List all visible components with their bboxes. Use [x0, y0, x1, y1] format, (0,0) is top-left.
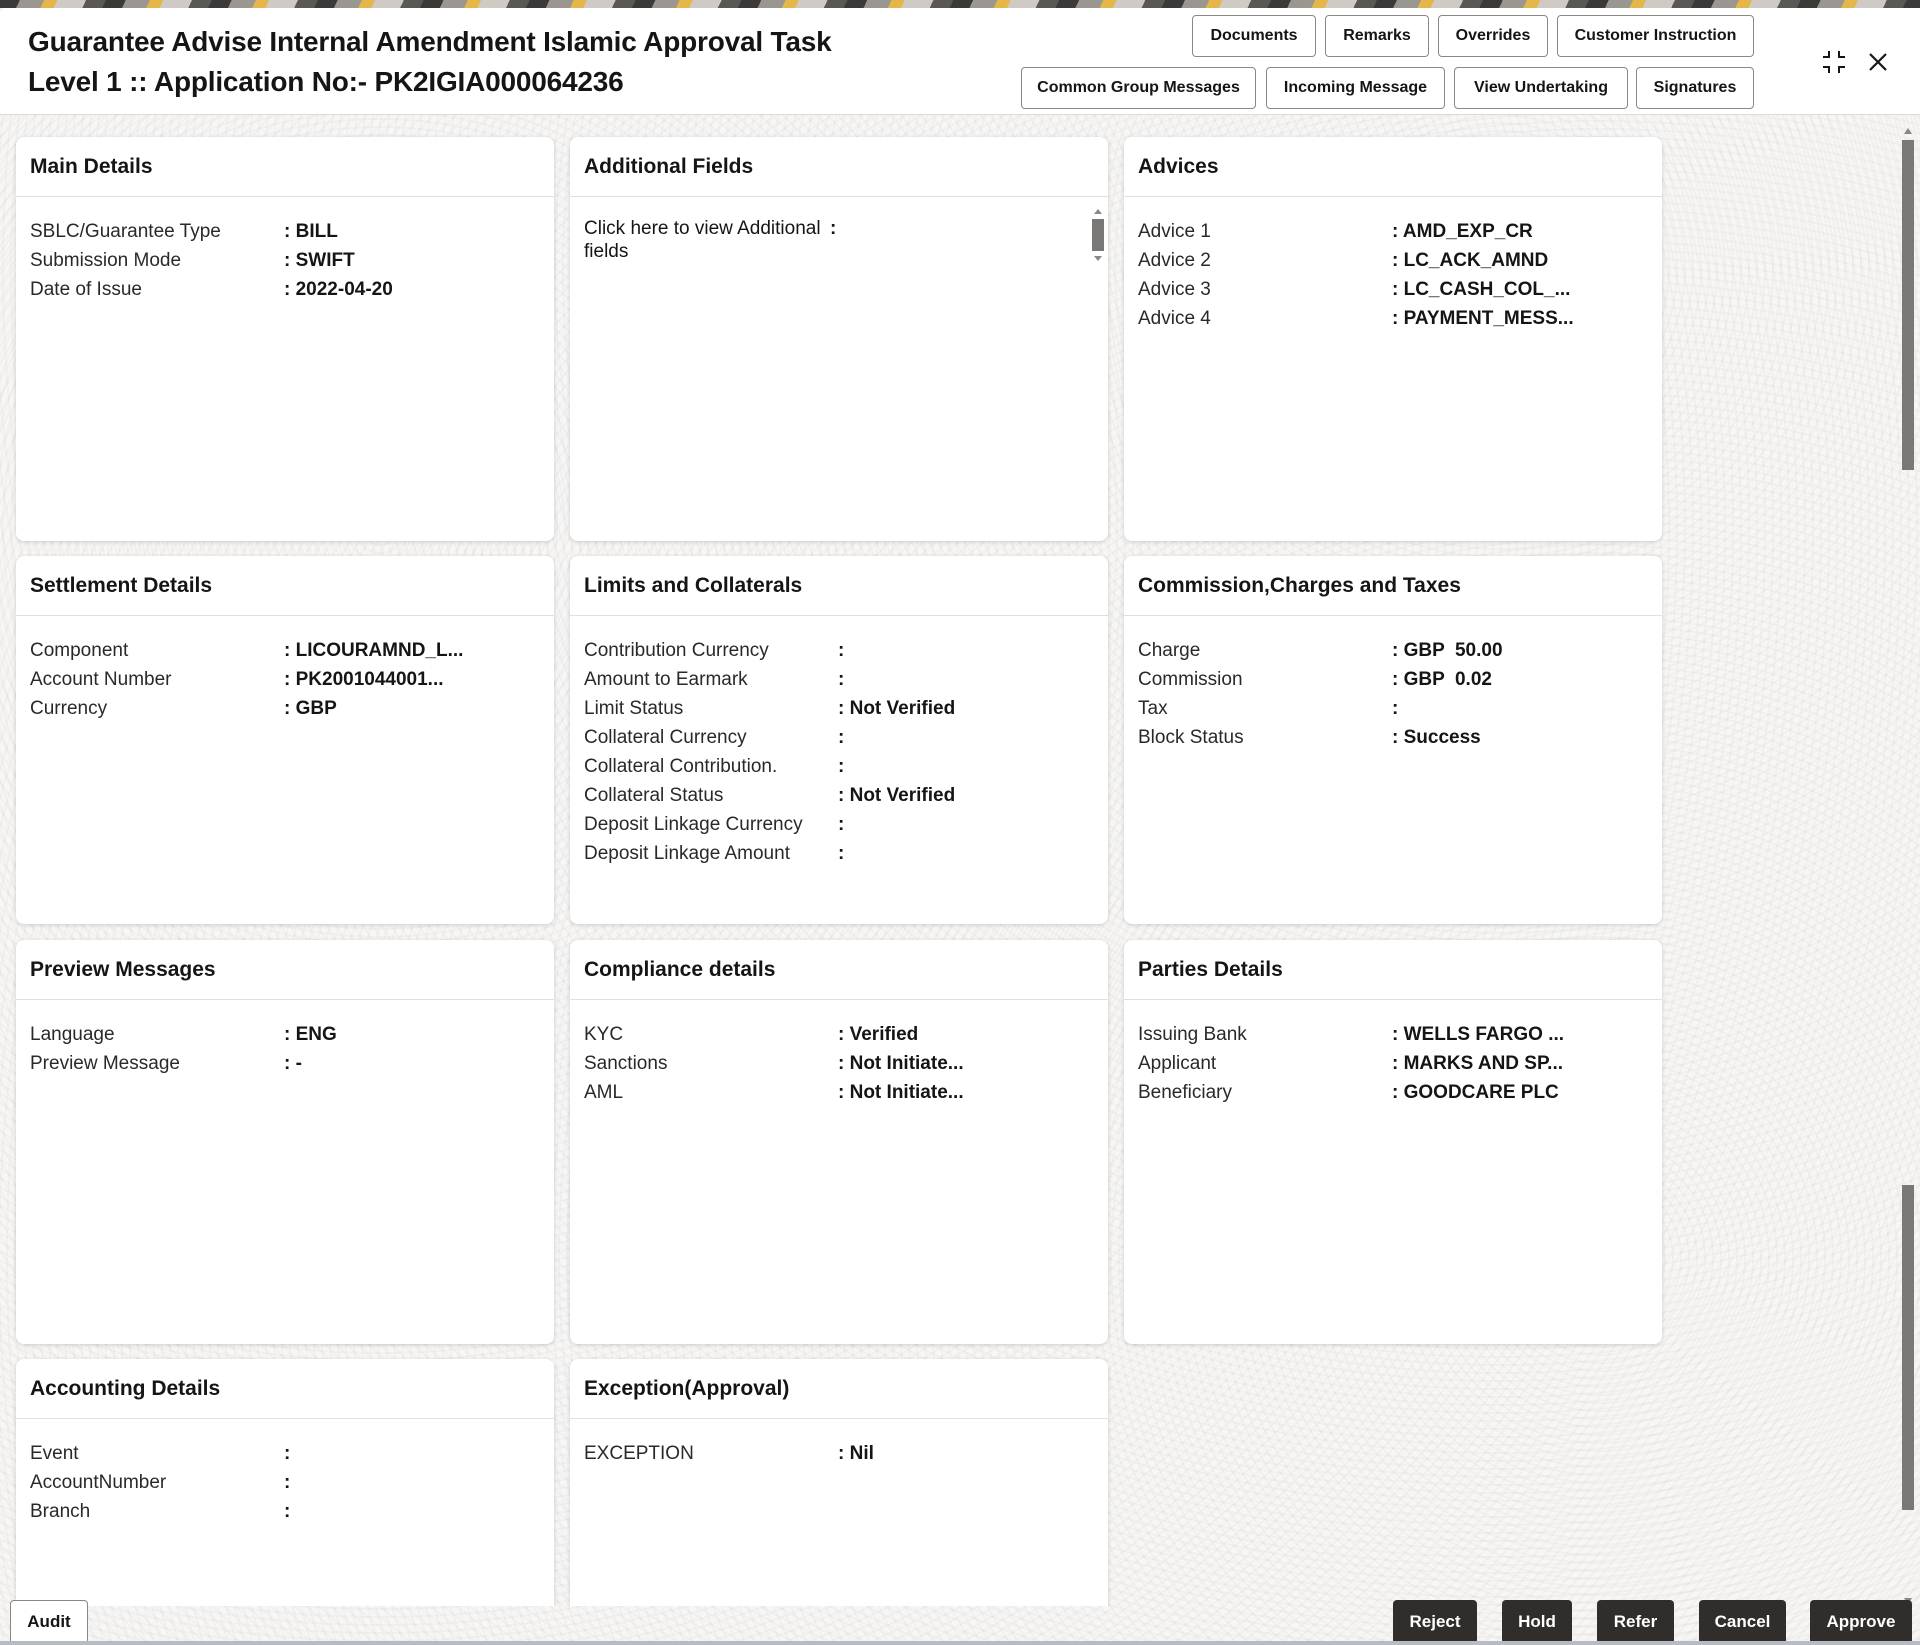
field-value: : AMD_EXP_CR — [1392, 221, 1533, 242]
card-exception-approval — [570, 1359, 1108, 1606]
field-value: : — [1392, 698, 1399, 719]
field-value: : — [838, 669, 845, 690]
card-additional-fields — [570, 137, 1108, 541]
field-row — [30, 1020, 540, 1049]
field-value: : BILL — [284, 221, 338, 242]
link-text-line2: fields — [584, 241, 629, 262]
scroll-up-icon[interactable] — [1094, 209, 1102, 214]
dialog-header — [0, 8, 1920, 115]
field-row — [30, 665, 540, 694]
card-title: Advices — [1124, 137, 1662, 197]
field-row — [30, 636, 540, 665]
field-label: AccountNumber — [30, 1472, 167, 1493]
field-label: Advice 3 — [1138, 279, 1211, 300]
field-label: Collateral Currency — [584, 727, 747, 748]
card-parties-details — [1124, 940, 1662, 1344]
field-value: : PK2001044001... — [284, 669, 444, 690]
field-value: : LC_ACK_AMND — [1392, 250, 1549, 271]
field-row — [1138, 1020, 1648, 1049]
reject-button[interactable]: Reject — [1393, 1600, 1477, 1644]
remarks-button[interactable]: Remarks — [1325, 15, 1429, 57]
field-row — [584, 1078, 1094, 1107]
card-title: Limits and Collaterals — [570, 556, 1108, 616]
approve-button[interactable]: Approve — [1810, 1600, 1912, 1644]
field-value: : LICOURAMND_L... — [284, 640, 464, 661]
aml-status-value: : Not Initiate... — [838, 1082, 964, 1103]
field-row — [584, 665, 1094, 694]
card-title: Exception(Approval) — [570, 1359, 1108, 1419]
card-accounting-details — [16, 1359, 554, 1606]
field-value: : GBP — [284, 698, 337, 719]
content-area — [0, 116, 1920, 1606]
scroll-thumb[interactable] — [1092, 219, 1104, 251]
card-commission-charges-taxes — [1124, 556, 1662, 924]
field-label: Amount to Earmark — [584, 669, 748, 690]
field-row — [1138, 217, 1648, 246]
card-title: Additional Fields — [570, 137, 1108, 197]
field-label: Component — [30, 640, 129, 661]
field-row — [1138, 1078, 1648, 1107]
scroll-down-icon[interactable] — [1094, 256, 1102, 261]
field-row — [1138, 636, 1648, 665]
field-label: Deposit Linkage Amount — [584, 843, 790, 864]
card-title: Preview Messages — [16, 940, 554, 1000]
scroll-up-icon[interactable] — [1904, 128, 1912, 134]
field-value: : — [284, 1443, 291, 1464]
field-row — [584, 781, 1094, 810]
field-label: AML — [584, 1082, 624, 1103]
field-label: SBLC/Guarantee Type — [30, 221, 221, 242]
field-value: : - — [284, 1053, 302, 1074]
card-compliance-details — [570, 940, 1108, 1344]
field-label: Submission Mode — [30, 250, 182, 271]
card-preview-messages — [16, 940, 554, 1344]
block-status-value: : Success — [1392, 727, 1481, 748]
field-row — [584, 694, 1094, 723]
card-title: Compliance details — [570, 940, 1108, 1000]
field-value: : GOODCARE PLC — [1392, 1082, 1559, 1103]
card-title: Accounting Details — [16, 1359, 554, 1419]
card-advices — [1124, 137, 1662, 541]
field-value: : — [830, 218, 837, 239]
close-icon[interactable] — [1862, 46, 1894, 78]
collapse-icon[interactable] — [1818, 46, 1850, 78]
refer-button[interactable]: Refer — [1597, 1600, 1674, 1644]
field-value: : — [838, 814, 845, 835]
kyc-status-value: : Verified — [838, 1024, 919, 1045]
field-label: Advice 4 — [1138, 308, 1211, 329]
field-label: Charge — [1138, 640, 1201, 661]
card-title: Settlement Details — [16, 556, 554, 616]
additional-fields-link[interactable] — [584, 217, 1094, 263]
field-label: Sanctions — [584, 1053, 668, 1074]
field-row — [30, 1468, 540, 1497]
field-label: Limit Status — [584, 698, 684, 719]
field-label: Tax — [1138, 698, 1168, 719]
field-value: : WELLS FARGO ... — [1392, 1024, 1565, 1045]
sanctions-status-value: : Not Initiate... — [838, 1053, 964, 1074]
field-value: : ENG — [284, 1024, 337, 1045]
field-row — [1138, 665, 1648, 694]
field-label: Currency — [30, 698, 108, 719]
field-value: : — [838, 727, 845, 748]
field-label: Advice 1 — [1138, 221, 1211, 242]
customer-instruction-button[interactable]: Customer Instruction — [1557, 15, 1754, 57]
hold-button[interactable]: Hold — [1502, 1600, 1572, 1644]
field-label: Applicant — [1138, 1053, 1217, 1074]
limit-status-value: : Not Verified — [838, 698, 956, 719]
field-row — [30, 1439, 540, 1468]
field-value: : PAYMENT_MESS... — [1392, 308, 1574, 329]
signatures-button[interactable]: Signatures — [1636, 67, 1754, 109]
approval-task-dialog — [0, 8, 1920, 1645]
field-label: Collateral Contribution. — [584, 756, 778, 777]
field-value: : LC_CASH_COL_... — [1392, 279, 1571, 300]
field-label: Block Status — [1138, 727, 1244, 748]
view-undertaking-button[interactable]: View Undertaking — [1454, 67, 1628, 109]
field-value: : 2022-04-20 — [284, 279, 393, 300]
field-row — [30, 694, 540, 723]
field-label: Collateral Status — [584, 785, 724, 806]
field-row — [584, 839, 1094, 868]
field-value: : — [284, 1501, 291, 1522]
audit-button[interactable]: Audit — [10, 1600, 88, 1644]
field-label: EXCEPTION — [584, 1443, 694, 1464]
common-group-messages-button[interactable]: Common Group Messages — [1021, 67, 1256, 109]
field-value: : — [838, 756, 845, 777]
field-row — [584, 810, 1094, 839]
app-banner — [0, 0, 1920, 8]
field-row — [584, 723, 1094, 752]
field-label: Advice 2 — [1138, 250, 1211, 271]
cancel-button[interactable]: Cancel — [1699, 1600, 1786, 1644]
card-limits-collaterals — [570, 556, 1108, 924]
card-title: Commission,Charges and Taxes — [1124, 556, 1662, 616]
field-row — [584, 1439, 1094, 1468]
card-title: Parties Details — [1124, 940, 1662, 1000]
field-row — [584, 1020, 1094, 1049]
card-title: Main Details — [16, 137, 554, 197]
field-label[interactable] — [584, 217, 830, 263]
field-row — [1138, 1049, 1648, 1078]
field-value: : SWIFT — [284, 250, 355, 271]
incoming-message-button[interactable]: Incoming Message — [1266, 67, 1445, 109]
field-label: Deposit Linkage Currency — [584, 814, 803, 835]
collateral-status-value: : Not Verified — [838, 785, 956, 806]
field-label: Preview Message — [30, 1053, 180, 1074]
field-label: Date of Issue — [30, 279, 142, 300]
card-main-details — [16, 137, 554, 541]
documents-button[interactable]: Documents — [1192, 15, 1316, 57]
field-row — [1138, 275, 1648, 304]
field-row — [1138, 246, 1648, 275]
card-settlement-details — [16, 556, 554, 924]
field-label: Account Number — [30, 669, 172, 690]
field-value: : — [284, 1472, 291, 1493]
field-value: : MARKS AND SP... — [1392, 1053, 1564, 1074]
field-label: Language — [30, 1024, 115, 1045]
field-row — [30, 217, 540, 246]
field-value: : — [838, 843, 845, 864]
dialog-footer — [0, 1598, 1920, 1645]
field-row — [584, 752, 1094, 781]
field-row — [1138, 694, 1648, 723]
field-label: Event — [30, 1443, 79, 1464]
application-number: Level 1 :: Application No:- PK2IGIA000064236 — [28, 66, 624, 97]
field-value: : GBP 50.00 — [1392, 640, 1503, 661]
link-text-line1: Click here to view Additional — [584, 218, 821, 239]
field-label: Beneficiary — [1138, 1082, 1232, 1103]
bottom-edge — [0, 1641, 1920, 1645]
field-row — [584, 1049, 1094, 1078]
field-value: : GBP 0.02 — [1392, 669, 1492, 690]
page-scrollbar-thumb[interactable] — [1902, 140, 1914, 470]
field-label: Issuing Bank — [1138, 1024, 1247, 1045]
field-label: KYC — [584, 1024, 624, 1045]
content-scrollbar-thumb[interactable] — [1902, 1185, 1914, 1510]
field-value: : — [838, 640, 845, 661]
field-row — [30, 1497, 540, 1526]
field-label: Contribution Currency — [584, 640, 769, 661]
overrides-button[interactable]: Overrides — [1438, 15, 1548, 57]
page-title: Guarantee Advise Internal Amendment Islamic Approval Task — [28, 26, 832, 57]
field-row — [1138, 304, 1648, 333]
field-row — [30, 1049, 540, 1078]
field-label: Commission — [1138, 669, 1243, 690]
additional-fields-scrollbar[interactable] — [1092, 209, 1104, 261]
field-label: Branch — [30, 1501, 91, 1522]
exception-value: : Nil — [838, 1443, 874, 1464]
field-row — [1138, 723, 1648, 752]
field-row — [30, 246, 540, 275]
field-row — [584, 636, 1094, 665]
field-row — [30, 275, 540, 304]
